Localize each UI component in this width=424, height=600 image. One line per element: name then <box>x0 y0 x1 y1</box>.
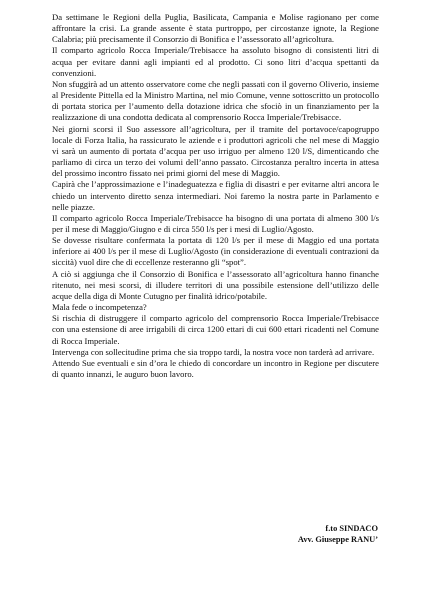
paragraph-9: Mala fede o incompetenza? <box>52 302 147 313</box>
letter-body <box>52 12 379 380</box>
paragraph-4: Nei giorni scorsi il Suo assessore all’agricoltura, per il tramite del portavoce/capogruppo locale di Forza Italia, ha rassicurato le aziende e i produttori agricoli che nel mese di Maggio vi sarà un aumento di portata d’acqua per uso irriguo per almeno 120 l/S, dimenticando che parliamo di circa un terzo dei volumi dell’anno passato. Circostanza peraltro incerta in attesa del prossimo incontro fissato nei primi giorni del mese di Maggio. <box>52 123 379 179</box>
paragraph-2: Il comparto agricolo Rocca Imperiale/Trebisacce ha assoluto bisogno di consistenti litri di acqua per evitare danni agli impianti ed al prodotto. Ci sono litri d’acqua spettanti da convenzioni. <box>52 45 379 78</box>
paragraph-12: Attendo Sue eventuali e sin d’ora le chiedo di concordare un incontro in Regione per discutere di quanto innanzi, le auguro buon lavoro. <box>52 357 379 379</box>
paragraph-5: Capirà che l’approssimazione e l’inadeguatezza e figlia di disastri e per evitarne altri ancora le chiedo un intervento diretto senza intermediari. Noi faremo la nostra parte in Parlamento e nelle piazze. <box>52 179 379 212</box>
signature-title: f.to SINDACO <box>325 524 378 533</box>
paragraph-3: Non sfuggirà ad un attento osservatore come che negli passati con il governo Oliverio, insieme al Presidente Pittella ed la Ministro Martina, nel mio Comune, venne sottoscritto un protocollo di portata storica per l’aumento della dotazione idrica che sfociò in un finanziamento per la realizzazione di una condotta dedicata al comprensorio Rocca Imperiale/Trebisacce. <box>52 78 379 123</box>
paragraph-11: Intervenga con sollecitudine prima che sia troppo tardi, la nostra voce non tarderà ad arrivare. <box>52 346 375 357</box>
paragraph-10: Si rischia di distruggere il comparto agricolo del comprensorio Rocca Imperiale/Trebisacce con una estensione di aree irrigabili di circa 1200 ettari di cui 600 ettari ricadenti nel Comune di Rocca Imperiale. <box>52 313 379 346</box>
paragraph-6: Il comparto agricolo Rocca Imperiale/Trebisacce ha bisogno di una portata di almeno 300 l/s per il mese di Maggio/Giugno e di circa 550 l/s per i mesi di Luglio/Agosto. <box>52 212 379 234</box>
signature-block <box>298 523 378 545</box>
paragraph-8: A ciò si aggiunga che il Consorzio di Bonifica e l’assessorato all’agricoltura hanno finanche ritenuto, nei mesi scorsi, di illudere territori di una possibile estensione dell’utilizzo delle acque della diga di Monte Cutugno per finalità idrico/potabile. <box>52 268 379 301</box>
signature-name: Avv. Giuseppe RANU’ <box>297 535 378 545</box>
paragraph-7: Se dovesse risultare confermata la portata di 120 l/s per il mese di Maggio ed una portata inferiore ai 400 l/s per il mese di Luglio/Agosto (in considerazione di eventuali contrazioni da siccità) vuol dire che di eccellenze resteranno gli “spot”. <box>52 235 379 268</box>
paragraph-1: Da settimane le Regioni della Puglia, Basilicata, Campania e Molise ragionano per come affrontare la crisi. La grande assente è stata purtroppo, per circostanze ignote, la Regione Calabria; più precisamente il Consorzio di Bonifica e l’assessorato all’agricoltura. <box>52 12 379 45</box>
